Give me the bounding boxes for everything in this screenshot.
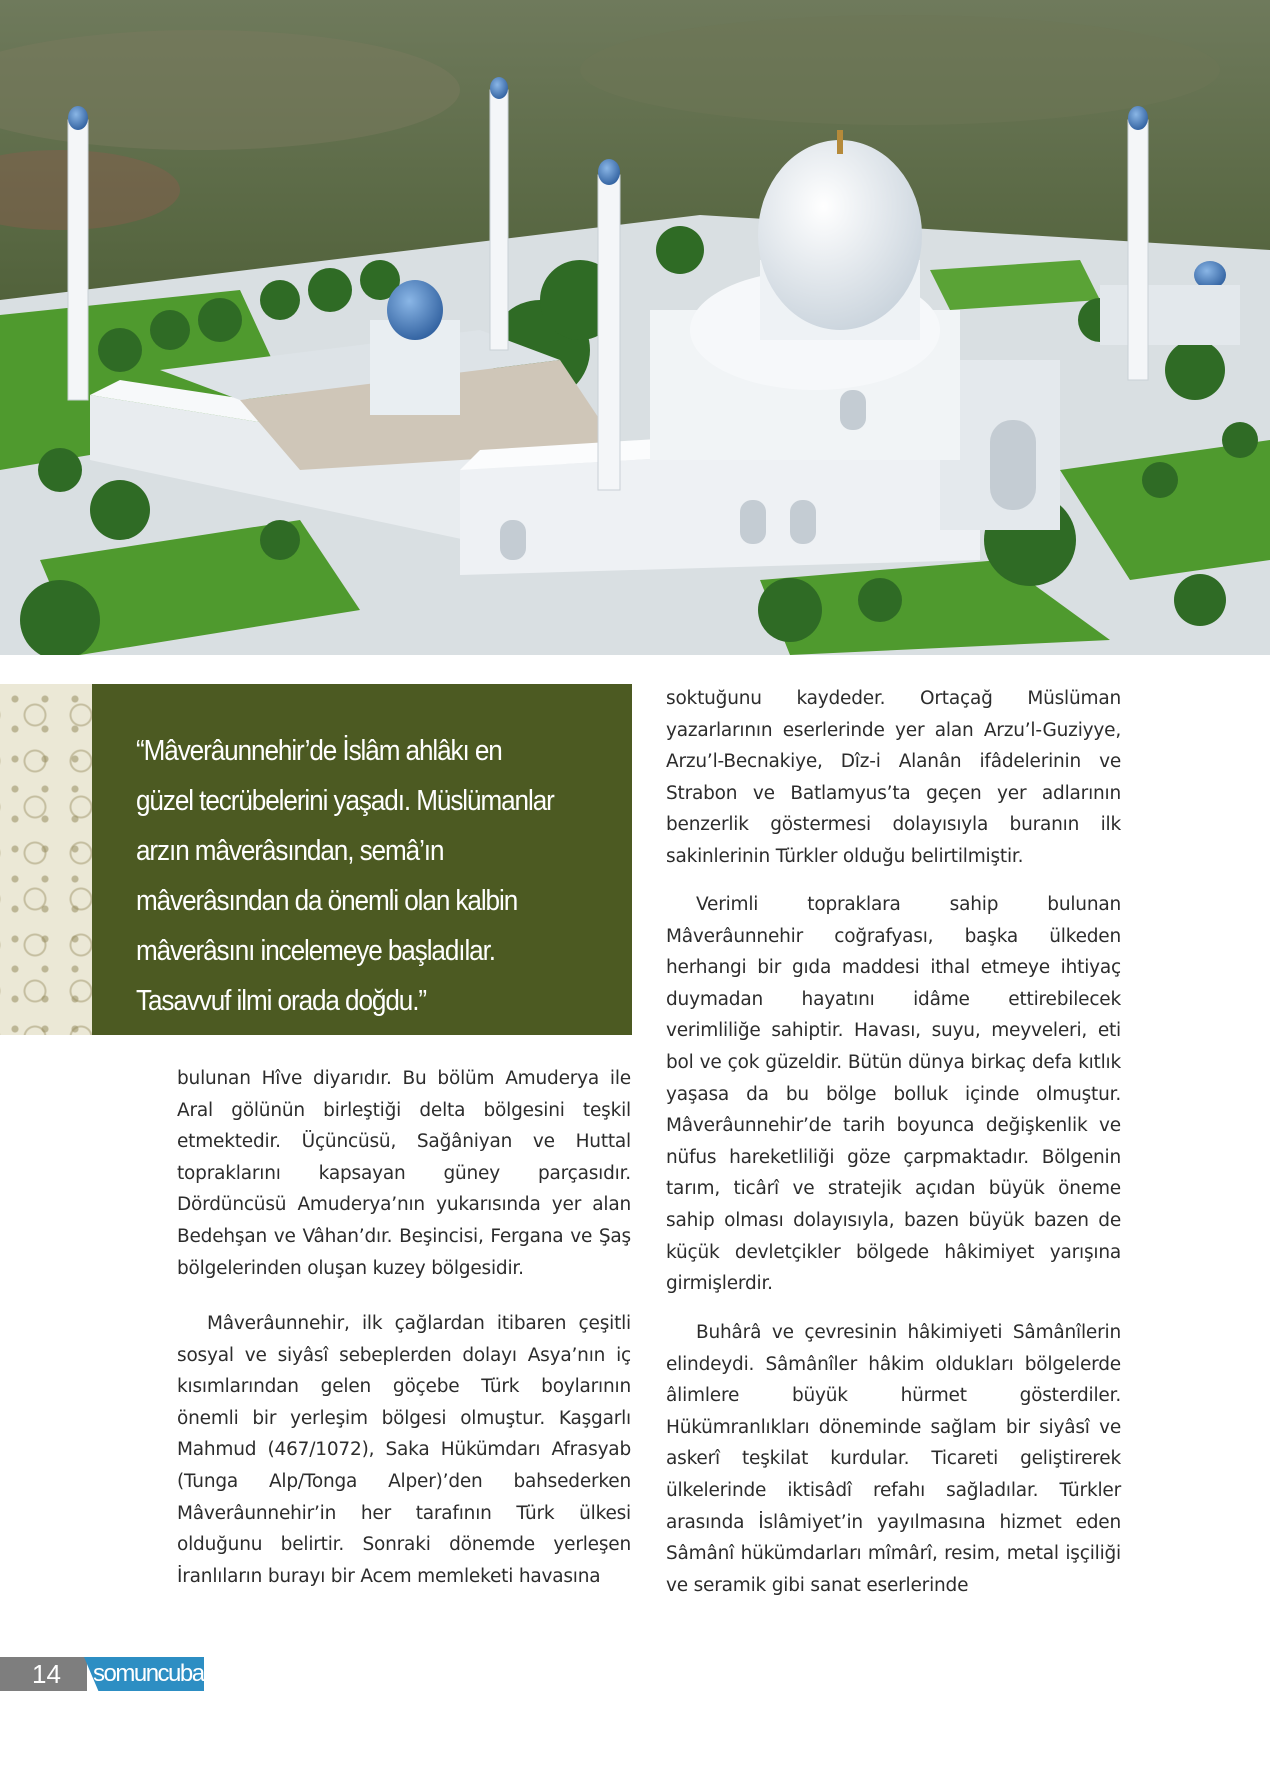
page-number: 14 [32, 1659, 61, 1689]
right-column-paragraph-2: Verimli topraklara sahip bulunan Mâverâunnehir coğrafyası, başka ülkeden herhangi bir gıda maddesi ithal etmeye ihtiyaç duymadan hayatını idâme ettirebilecek verimliliğe sahiptir. Havası, suyu, meyveleri, eti bol ve çok güzeldir. Bütün dünya birkaç defa kıtlık yaşasa da bu bölge bolluk içinde olmuştur. Mâverâunnehir’de tarih boyunca değişkenlik ve nüfus hareketliliği göze çarpmaktadır. Bölgenin tarım, ticârî ve stratejik açıdan büyük öneme sahip olması dolayısıyla, bazen büyük bazen de küçük devletçikler bölgede hâkimiyet yarışına girmişlerdir. [666, 894, 1121, 1295]
pull-quote: “Mâverâunnehir’de İslâm ahlâkı en güzel tecrübelerini yaşadı. Müslümanlar arzın mâverâsından, semâ’ın mâverâsından da önemli olan kalbin mâverâsını incelemeye başladılar. Tasavvuf ilmi orada doğdu.” [136, 735, 554, 1017]
hero-image-mosque [0, 0, 1270, 655]
left-column-paragraph-1: bulunan Hîve diyarıdır. Bu bölüm Amuderya ile Aral gölünün birleştiği delta bölgesini teşkil etmektedir. Üçüncüsü, Sağâniyan ve Huttal topraklarını kapsayan güney parçasıdır. Dördüncüsü Amuderya’nın yukarısında yer alan Bedehşan ve Vâhan’dır. Beşincisi, Fergana ve Şaş bölgelerinden oluşan kuzey bölgesidir. [177, 1068, 631, 1279]
left-column-paragraph-2: Mâverâunnehir, ilk çağlardan itibaren çeşitli sosyal ve siyâsî sebeplerden dolayı Asya’nın iç kısımlarından gelen göçebe Türk boylarının önemli bir yerleşim bölgesi olmuştur. Kaşgarlı Mahmud (467/1072), Saka Hükümdarı Afrasyab (Tunga Alp/Tonga Alper)’den bahsederken Mâverâunnehir’in her tarafının Türk ülkesi olduğunu belirtir. Sonraki dönemde yerleşen İranlıların burayı bir Acem memleketi havasına [177, 1313, 631, 1587]
right-column-paragraph-1: soktuğunu kaydeder. Ortaçağ Müslüman yazarlarının eserlerinde yer alan Arzu’l-Guziyye, Arzu’l-Becnakiye, Dîz-i Alanân ifâdelerinin ve Strabon ve Batlamyus’ta geçen yer adlarının benzerlik göstermesi dolayısıyla buranın ilk sakinlerinin Türkler olduğu belirtilmiştir. [666, 688, 1121, 867]
ornament-pattern-strip [0, 684, 92, 1035]
right-column-paragraph-3: Buhârâ ve çevresinin hâkimiyeti Sâmânîlerin elindeydi. Sâmânîler hâkim oldukları bölgelerde âlimlere büyük hürmet gösterdiler. Hükümranlıkları döneminde sağlam bir siyâsî ve askerî teşkilat kurdular. Ticareti geliştirerek ülkelerinde iktisâdî refahı sağladılar. Türkler arasında İslâmiyet’in yayılmasına hizmet eden Sâmânî hükümdarları mîmârî, resim, metal işçiliği ve seramik gibi sanat eserlerinde [666, 1322, 1121, 1596]
pull-quote-box [92, 684, 632, 1035]
brand-name: somuncubaba [93, 1660, 228, 1687]
